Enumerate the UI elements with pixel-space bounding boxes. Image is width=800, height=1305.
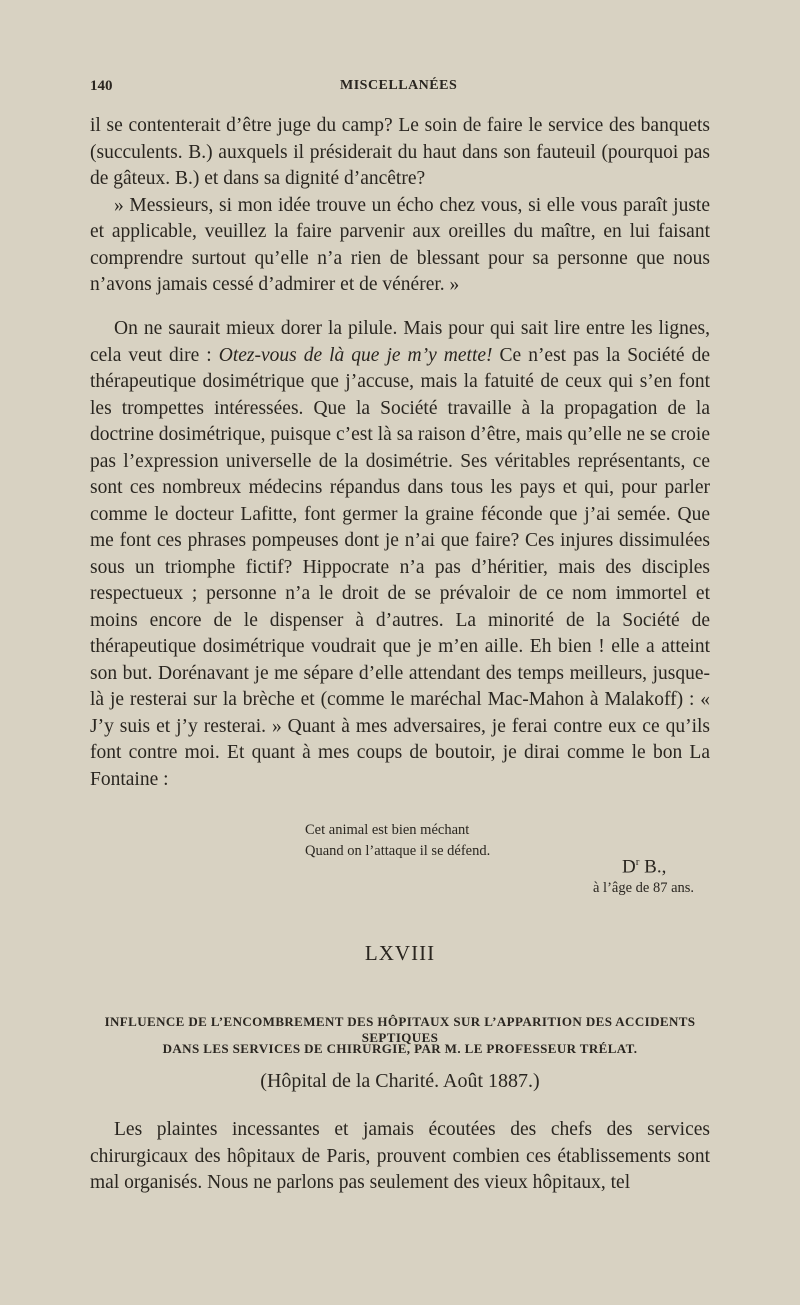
- running-title: MISCELLANÉES: [340, 78, 458, 93]
- section-title-line: INFLUENCE DE L’ENCOMBREMENT DES HÔPITAUX SUR L’APPARITION DES ACCIDENTS SEPTIQUES: [104, 1014, 696, 1045]
- verse-line: Quand on l’attaque il se défend.: [305, 843, 491, 859]
- signature-name: B.,: [639, 856, 667, 878]
- section-number: LXVIII: [364, 941, 436, 965]
- signature: [622, 856, 666, 878]
- signature-title: D: [622, 856, 636, 878]
- paragraph: [90, 316, 710, 793]
- paragraph: Les plaintes incessantes et jamais écoutées des chefs des services chirurgicaux des hôpitaux de Paris, prouvent combien ces établissements sont mal organisés. Nous ne parlons pas seulement des vieux hôpitaux, tel: [90, 1119, 710, 1193]
- section-title-line: DANS LES SERVICES DE CHIRURGIE, PAR M. LE PROFESSEUR TRÉLAT.: [162, 1041, 638, 1056]
- commentary: [90, 316, 710, 793]
- section-location: (Hôpital de la Charité. Août 1887.): [260, 1070, 540, 1092]
- paragraph: il se contenterait d’être juge du camp? Le soin de faire le service des banquets (succulents. B.) auxquels il présiderait du haut dans son fauteuil (pourquoi pas de gâteux. B.) et dans sa dignité d’ancêtre?: [90, 115, 710, 189]
- verse-line: Cet animal est bien méchant: [305, 822, 470, 838]
- letter-continuation: [90, 113, 710, 299]
- section-body: [90, 1117, 710, 1197]
- text-run: Ce n’est pas la Société de thérapeutique dosimétrique que j’accuse, mais la fatuité de ceux qui s’en font les trompettes intéressées. Que la Société travaille à la propagation de la doctrine dosimétrique, puisque c’est là sa raison d’être, mais qu’elle ne se croie pas l’expression universelle de la dosimétrie. Ses véritables représentants, ce sont ces nombreux médecins répandus dans tous les pays et qui, pour parler comme le docteur Lafitte, font germer la graine féconde que j’ai semée. Que me font ces phrases pompeuses dont je n’ai que faire? Ces injures dissimulées sous un triomphe fictif? Hippocrate n’a pas d’héritier, mais des disciples respectueux ; personne n’a le droit de se prévaloir de ce nom immortel et moins encore de le dispenser à d’autres. La minorité de la Société de thérapeutique dosimétrique voudrait que je m’en aille. Eh bien ! elle a atteint son but. Dorénavant je me sépare d’elle attendant des temps meilleurs, jusque-là je resterai sur la brèche et (comme le maréchal Mac-Mahon à Malakoff) : « J’y suis et j’y resterai. » Quant à mes adversaires, je ferai contre eux ce qu’ils font contre moi. Et quant à mes coups de boutoir, je dirai comme le bon La Fontaine :: [90, 344, 710, 790]
- page-number: 140: [90, 78, 113, 94]
- verse-quote: [305, 820, 490, 862]
- signature-title-sup: r: [635, 856, 640, 868]
- page-header: [90, 78, 710, 100]
- paragraph: » Messieurs, si mon idée trouve un écho chez vous, si elle vous paraît juste et applicable, veuillez la faire parvenir aux oreilles du maître, en lui faisant comprendre surtout qu’elle n’a rien de blessant pour sa personne que nous n’avons jamais cessé d’admirer et de vénérer. »: [90, 194, 710, 295]
- italic-quote: Otez-vous de là que je m’y mette!: [218, 344, 493, 366]
- signature-age: à l’âge de 87 ans.: [593, 880, 695, 896]
- text-run: On ne saurait mieux dorer la pilule. Mais pour qui sait lire entre les lignes, cela veut dire :: [90, 318, 710, 366]
